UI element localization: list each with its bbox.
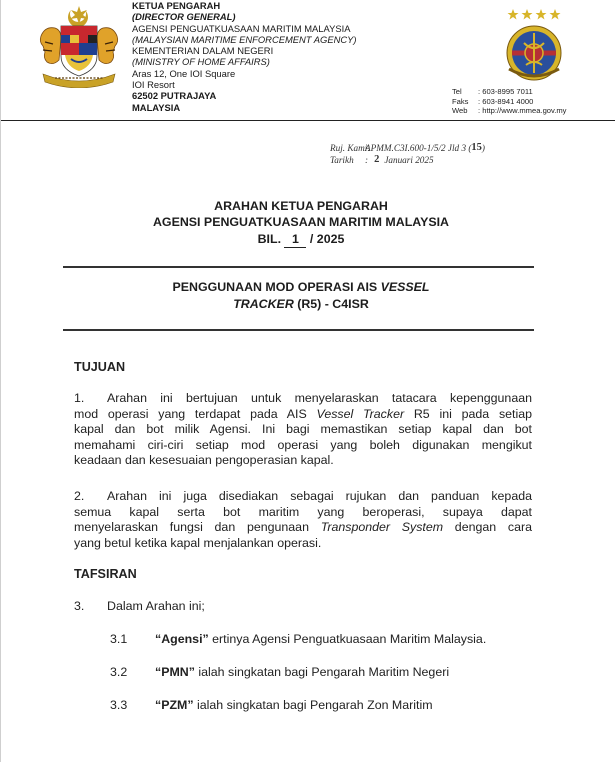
letterhead-ministry: KEMENTERIAN DALAM NEGERI <box>132 45 274 57</box>
para2-line2: semua kapal serta bot maritim yang beroperasi, supaya dapat <box>74 504 532 519</box>
para1-line2-text-c: R5 ini pada setiap <box>404 406 533 421</box>
subject-line1-italic: VESSEL <box>380 280 430 294</box>
para3-text: Dalam Arahan ini; <box>107 599 205 613</box>
para1-line3: kapal dan bot milik Agensi. Ini bagi memastikan setiap kapal dan bot <box>74 422 532 437</box>
para2-line4: yang betul ketika kapal menjalankan operasi. <box>74 535 322 550</box>
date-month-year: Januari 2025 <box>384 155 434 165</box>
para3-number: 3. <box>74 599 85 613</box>
para1-line2 <box>74 407 532 423</box>
definition-term: “PMN” <box>155 665 195 679</box>
date-colon: : <box>365 155 369 165</box>
ref-value: APMM.C3I.600-1/5/2 Jld 3 ( <box>365 143 472 153</box>
tel-value: : 603-8995 7011 <box>478 87 533 96</box>
reference-date-row <box>330 154 485 166</box>
definition-item <box>110 698 433 712</box>
ref-close: ) <box>481 143 485 153</box>
letterhead-postcode-city: 62502 PUTRAJAYA <box>132 90 217 102</box>
subject-top-rule <box>63 266 534 268</box>
document-title-line1: ARAHAN KETUA PENGARAH <box>214 199 388 213</box>
definition-text: ertinya Agensi Penguatkuasaan Maritim Malaysia. <box>208 632 487 646</box>
subject-line2 <box>61 296 541 313</box>
para2-line3-text-c: dengan cara <box>443 520 532 535</box>
ref-label: Ruj. Kami: <box>330 143 371 153</box>
subject-line1 <box>61 279 541 296</box>
definition-text: ialah singkatan bagi Pengarah Zon Maritim <box>193 698 433 712</box>
letterhead-title: KETUA PENGARAH <box>132 0 221 11</box>
letterhead-address <box>132 0 357 113</box>
document-title-line2: AGENSI PENGUATKUASAAN MARITIM MALAYSIA <box>152 215 449 229</box>
date-handwritten-day: 2 <box>374 154 380 165</box>
para2-line3-text-a: menyelaraskan fungsi dan pengunaan <box>74 520 321 535</box>
contact-details <box>452 87 566 116</box>
web-value: : http://www.mmea.gov.my <box>478 106 567 116</box>
paragraph-2 <box>74 489 532 551</box>
para1-line1 <box>74 391 532 407</box>
definition-number: 3.2 <box>110 665 128 679</box>
para1-line1-text: Arahan ini bertujuan untuk menyelaraskan tatacara kepenggunaan <box>107 391 532 405</box>
agency-emblem-icon <box>499 3 569 87</box>
definition-term: “Agensi” <box>155 632 209 646</box>
definition-item <box>110 665 449 679</box>
paragraph-3 <box>74 599 205 613</box>
para1-number: 1. <box>74 391 85 405</box>
contact-tel <box>452 87 566 97</box>
para2-number: 2. <box>74 489 85 503</box>
fax-label: Faks <box>452 96 469 106</box>
contact-fax <box>452 97 566 107</box>
paragraph-1 <box>74 391 532 469</box>
subject-line2-text: (R5) - C4ISR <box>293 297 369 311</box>
para2-line1-text: Arahan ini juga disediakan sebagai rujukan dan panduan kepada <box>107 489 532 503</box>
definition-number: 3.3 <box>110 698 128 712</box>
letterhead-address-line1: Aras 12, One IOI Square <box>132 67 236 79</box>
letterhead-divider <box>1 120 615 121</box>
fax-value: : 603-8941 4000 <box>478 96 534 106</box>
subject-bottom-rule <box>63 329 534 331</box>
para1-line5: keadaan dan kesesuaian pengoperasian kapal. <box>74 453 334 468</box>
definition-text: ialah singkatan bagi Pengarah Maritim Negeri <box>194 665 450 679</box>
reference-number-row <box>330 142 485 154</box>
reference-block <box>330 142 485 166</box>
letterhead-ministry-en: (MINISTRY OF HOME AFFAIRS) <box>132 56 270 68</box>
letterhead-title-en: (DIRECTOR GENERAL) <box>132 11 236 23</box>
letterhead-agency: AGENSI PENGUATKUASAAN MARITIM MALAYSIA <box>132 22 351 34</box>
subject-line2-italic: TRACKER <box>233 297 294 311</box>
section-heading-tafsiran: TAFSIRAN <box>74 567 137 581</box>
bil-prefix: BIL. <box>257 232 282 246</box>
para2-line1 <box>74 489 532 505</box>
tel-label: Tel <box>452 87 462 96</box>
section-heading-tujuan: TUJUAN <box>74 360 126 374</box>
ref-handwritten-number: 15 <box>471 142 482 153</box>
definition-item <box>110 632 486 646</box>
para1-line2-text-a: mod operasi yang terdapat pada AIS <box>74 406 317 421</box>
definition-number: 3.1 <box>110 632 128 646</box>
para1-line2-italic: Vessel Tracker <box>316 406 405 421</box>
document-bil <box>61 231 541 248</box>
para1-line4: memahami ciri-ciri setiap mod operasi yang boleh digunakan mengikut <box>74 437 532 452</box>
coat-of-arms-icon <box>35 4 123 88</box>
letterhead-address-line2: IOI Resort <box>132 79 175 91</box>
date-label: Tarikh <box>330 155 354 165</box>
para2-line3-italic: Transponder System <box>320 520 444 535</box>
bil-suffix: / 2025 <box>309 232 345 246</box>
para2-line3 <box>74 520 532 536</box>
letterhead-country: MALAYSIA <box>132 101 181 113</box>
contact-web <box>452 106 566 116</box>
definition-term: “PZM” <box>155 698 194 712</box>
subject-line1-text: PENGGUNAAN MOD OPERASI AIS <box>172 280 381 294</box>
bil-number: 1 <box>284 231 306 248</box>
web-label: Web <box>452 106 468 116</box>
letterhead-agency-en: (MALAYSIAN MARITIME ENFORCEMENT AGENCY) <box>132 33 357 45</box>
